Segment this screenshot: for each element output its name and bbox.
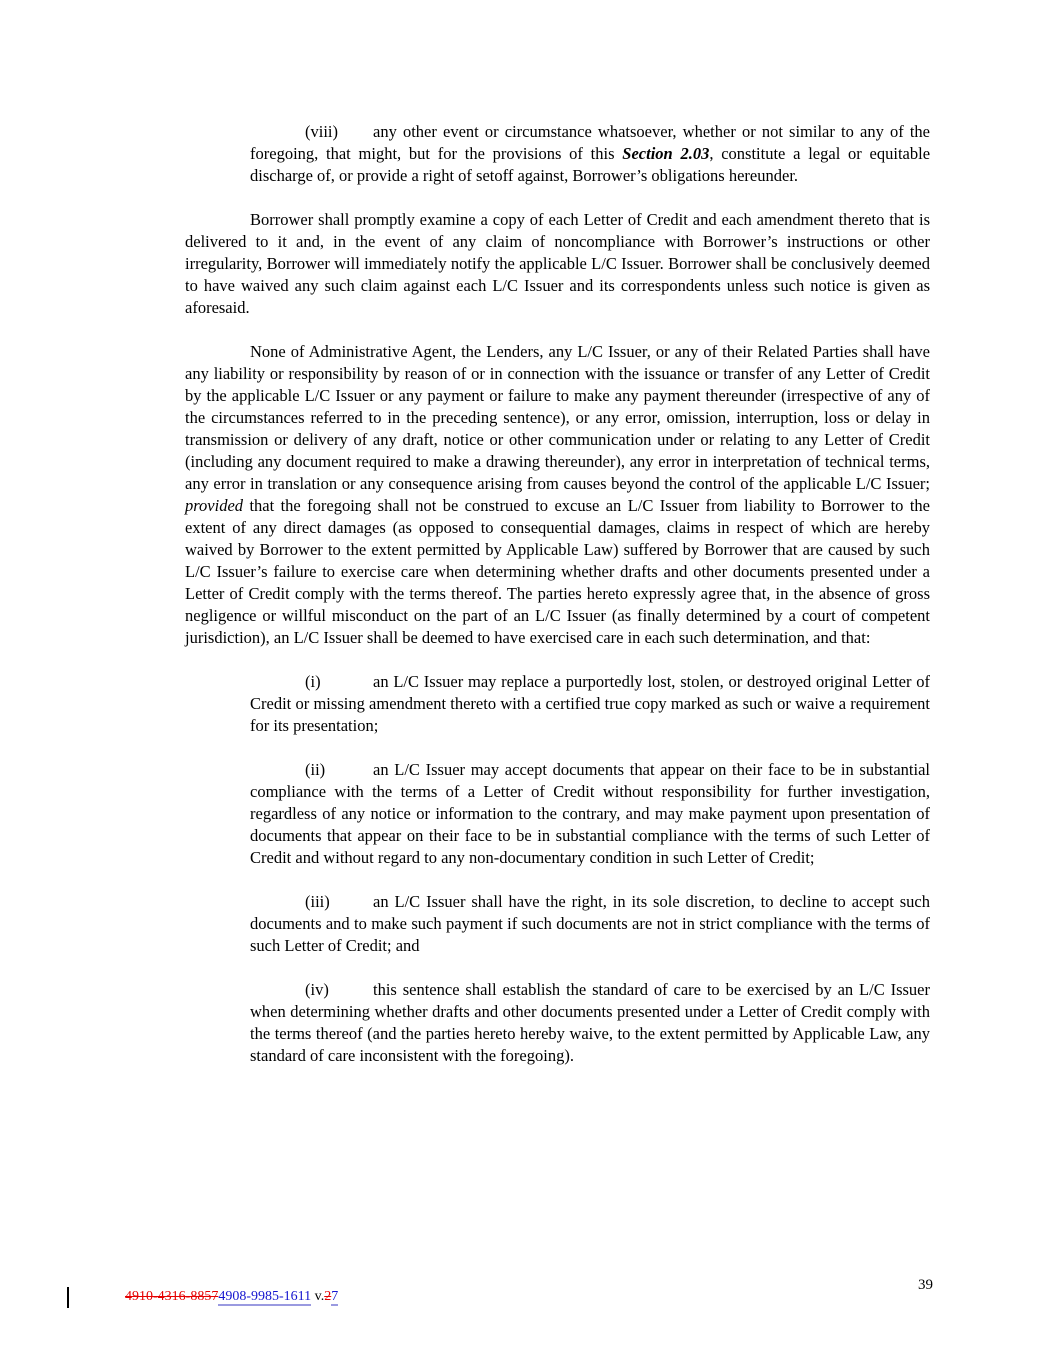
paragraph	[185, 209, 930, 319]
paragraph	[185, 341, 930, 649]
paragraph-iii	[250, 891, 930, 957]
paragraph-viii	[250, 121, 930, 187]
document-body	[185, 121, 930, 1089]
list-label: (i)	[305, 672, 321, 691]
paragraph-ii	[250, 759, 930, 869]
text-run: an L/C Issuer may accept documents that appear on their face to be in substantial compliance with the terms of a Letter of Credit without responsibility for further investigation, regardless of any notice or information to the contrary, and may make payment upon presentation of documents that appear on their face to be in substantial compliance with the terms of such Letter of Credit and without regard to any non-documentary condition in such Letter of Credit;	[250, 760, 930, 867]
text-run: any other event or circumstance whatsoever, whether or not similar to any of the foregoing, that might, but for the provisions of this	[250, 122, 930, 163]
text-run: , constitute a legal or equitable discharge of, or provide a right of setoff against, Borrower’s obligations hereunder.	[250, 144, 931, 185]
deleted-text: 2	[324, 1289, 332, 1304]
emphasis-text: Section 2.03	[622, 144, 710, 163]
change-bar	[67, 1287, 69, 1308]
emphasis-text: provided	[185, 496, 244, 515]
paragraph-iv	[250, 979, 930, 1067]
footer-doc-id	[125, 1288, 338, 1305]
paragraph-i	[250, 671, 930, 737]
list-label: (viii)	[305, 122, 338, 141]
text-run: v.	[311, 1289, 325, 1304]
text-run: this sentence shall establish the standard of care to be exercised by an L/C Issuer when determining whether drafts and other documents presented under a Letter of Credit comply with the terms thereof (and the parties hereto hereby waive, to the extent permitted by Applicable Law, any standard of care inconsistent with the foregoing).	[250, 980, 930, 1065]
page-number: 39	[918, 1277, 933, 1293]
list-label: (ii)	[305, 760, 326, 779]
text-run: None of Administrative Agent, the Lenders, any L/C Issuer, or any of their Related Parties shall have any liability or responsibility by reason of or in connection with the issuance or transfer of any Letter of Credit by the applicable L/C Issuer or any payment or failure to make any payment thereunder (irrespective of any of the circumstances referred to in the preceding sentence), or any error, omission, interruption, loss or delay in transmission or delivery of any draft, notice or other communication under or relating to any Letter of Credit (including any document required to make a drawing thereunder), any error in interpretation of technical terms, any error in translation or any consequence arising from causes beyond the control of the applicable L/C Issuer;	[185, 342, 930, 493]
list-label: (iv)	[305, 980, 329, 999]
deleted-text: 4910-4316-8857	[125, 1289, 219, 1304]
inserted-text: 7	[331, 1289, 339, 1304]
text-run: an L/C Issuer shall have the right, in its sole discretion, to decline to accept such documents and to make such payment if such documents are not in strict compliance with the terms of such Letter of Credit; and	[250, 892, 930, 955]
text-run: an L/C Issuer may replace a purportedly lost, stolen, or destroyed original Letter of Credit or missing amendment thereto with a certified true copy marked as such or waive a requirement for its presentation;	[250, 672, 930, 735]
text-run: that the foregoing shall not be construed to excuse an L/C Issuer from liability to Borrower to the extent of any direct damages (as opposed to consequential damages, claims in respect of which are hereby waived by Borrower to the extent permitted by Applicable Law) suffered by Borrower that are caused by such L/C Issuer’s failure to exercise care when determining whether drafts and other documents presented under a Letter of Credit comply with the terms thereof. The parties hereto expressly agree that, in the absence of gross negligence or willful misconduct on the part of an L/C Issuer (as finally determined by a court of competent jurisdiction), an L/C Issuer shall be deemed to have exercised care in each such determination, and that:	[185, 496, 930, 647]
inserted-text: 4908-9985-1611	[218, 1289, 312, 1304]
text-run: Borrower shall promptly examine a copy of each Letter of Credit and each amendment thereto that is delivered to it and, in the event of any claim of noncompliance with Borrower’s instructions or other irregularity, Borrower will immediately notify the applicable L/C Issuer. Borrower shall be conclusively deemed to have waived any such claim against each L/C Issuer and its correspondents unless such notice is given as aforesaid.	[185, 210, 930, 317]
list-label: (iii)	[305, 892, 330, 911]
